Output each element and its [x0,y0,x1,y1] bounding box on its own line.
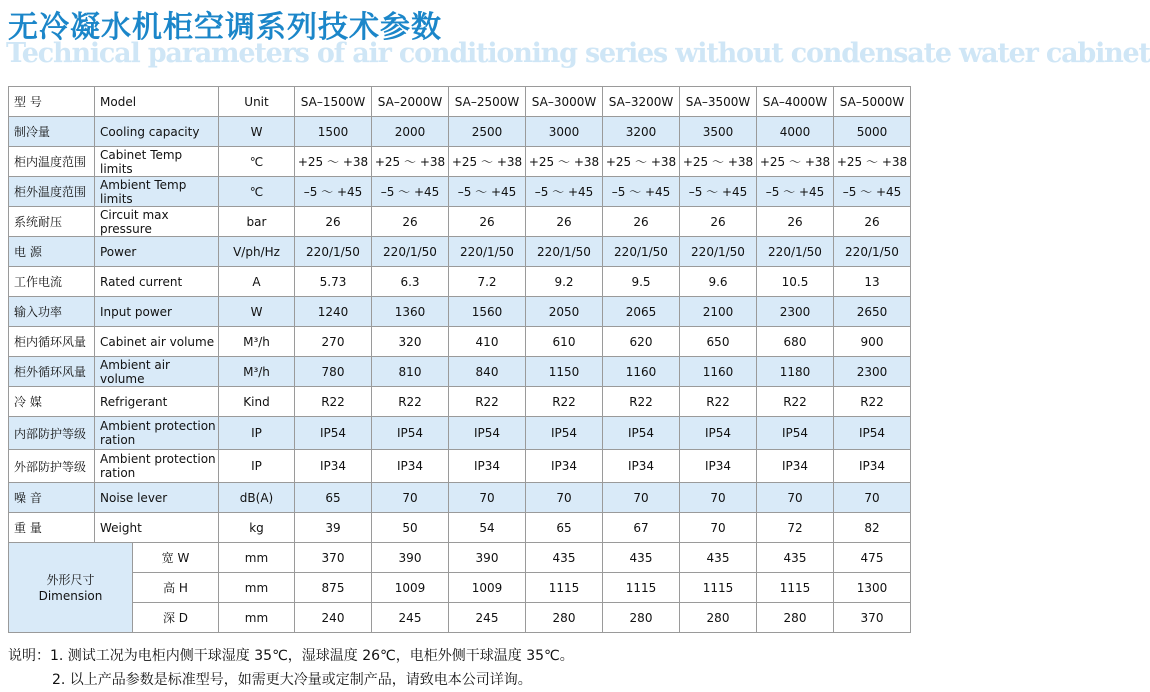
value-cell: R22 [603,387,680,417]
model-cell: SA–1500W [295,87,372,117]
value-cell: R22 [526,387,603,417]
value-cell: 7.2 [449,267,526,297]
spec-row [9,513,911,543]
value-cell: 2000 [372,117,449,147]
value-cell: 4000 [757,117,834,147]
row-label-cn: 外部防护等级 [9,450,95,483]
value-cell: 1115 [680,573,757,603]
value-cell: 1160 [603,357,680,387]
value-cell: IP54 [603,417,680,450]
row-label-cn: 输入功率 [9,297,95,327]
value-cell: 26 [372,207,449,237]
value-cell: 475 [834,543,911,573]
value-cell: 245 [449,603,526,633]
row-label-cn: 系统耐压 [9,207,95,237]
value-cell: 390 [449,543,526,573]
header-cn: 型 号 [9,87,95,117]
value-cell: 26 [526,207,603,237]
dimension-label-cn: 外形尺寸 [46,572,95,587]
value-cell: +25 ～ +38 [834,147,911,177]
value-cell: 26 [757,207,834,237]
row-unit: Kind [219,387,295,417]
value-cell: IP34 [295,450,372,483]
notes [8,644,574,692]
value-cell: 220/1/50 [449,237,526,267]
model-cell: SA–3000W [526,87,603,117]
value-cell: 70 [449,483,526,513]
row-unit: IP [219,417,295,450]
value-cell: 370 [834,603,911,633]
dimension-label-en: Dimension [38,588,103,603]
value-cell: 10.5 [757,267,834,297]
row-label-cn: 柜内循环风量 [9,327,95,357]
value-cell: 2050 [526,297,603,327]
value-cell: 26 [680,207,757,237]
row-label-en: Cabinet air volume [95,327,219,357]
value-cell: R22 [295,387,372,417]
row-unit: kg [219,513,295,543]
value-cell: 2065 [603,297,680,327]
value-cell: IP54 [449,417,526,450]
value-cell: 50 [372,513,449,543]
model-cell: SA–5000W [834,87,911,117]
spec-row [9,147,911,177]
value-cell: 435 [526,543,603,573]
row-label-en: Ambient protection ration [95,417,219,450]
spec-row [9,450,911,483]
value-cell: IP34 [449,450,526,483]
value-cell: –5 ～ +45 [757,177,834,207]
value-cell: 840 [449,357,526,387]
header-en: Model [95,87,219,117]
value-cell: 2650 [834,297,911,327]
value-cell: 70 [526,483,603,513]
value-cell: 1500 [295,117,372,147]
model-cell: SA–2500W [449,87,526,117]
value-cell: 72 [757,513,834,543]
row-label-cn: 柜外循环风量 [9,357,95,387]
value-cell: 270 [295,327,372,357]
row-unit: ℃ [219,177,295,207]
value-cell: 650 [680,327,757,357]
value-cell: IP34 [372,450,449,483]
dimension-sub-label: 高 H [133,573,219,603]
value-cell: 220/1/50 [757,237,834,267]
row-label-en: Circuit max pressure [95,207,219,237]
spec-row [9,483,911,513]
value-cell: IP54 [757,417,834,450]
value-cell: IP34 [680,450,757,483]
value-cell: 70 [834,483,911,513]
value-cell: 620 [603,327,680,357]
value-cell: IP54 [372,417,449,450]
spec-row [9,417,911,450]
value-cell: 875 [295,573,372,603]
row-label-cn: 工作电流 [9,267,95,297]
page-title: 无冷凝水机柜空调系列技术参数 [8,10,442,45]
row-label-en: Weight [95,513,219,543]
row-label-cn: 冷 媒 [9,387,95,417]
value-cell: IP54 [680,417,757,450]
value-cell: 5.73 [295,267,372,297]
value-cell: 240 [295,603,372,633]
value-cell: 435 [757,543,834,573]
value-cell: –5 ～ +45 [372,177,449,207]
value-cell: 1115 [603,573,680,603]
value-cell: 26 [449,207,526,237]
value-cell: IP54 [295,417,372,450]
value-cell: 1300 [834,573,911,603]
row-unit: M³/h [219,327,295,357]
value-cell: 6.3 [372,267,449,297]
value-cell: +25 ～ +38 [526,147,603,177]
dimension-label [9,543,133,633]
value-cell: 2300 [834,357,911,387]
row-label-en: Input power [95,297,219,327]
value-cell: IP34 [834,450,911,483]
value-cell: IP54 [526,417,603,450]
value-cell: 9.2 [526,267,603,297]
value-cell: 245 [372,603,449,633]
value-cell: –5 ～ +45 [449,177,526,207]
value-cell: 3500 [680,117,757,147]
value-cell: 320 [372,327,449,357]
model-cell: SA–4000W [757,87,834,117]
row-label-en: Cabinet Temp limits [95,147,219,177]
value-cell: 370 [295,543,372,573]
row-label-cn: 制冷量 [9,117,95,147]
value-cell: +25 ～ +38 [295,147,372,177]
row-label-cn: 内部防护等级 [9,417,95,450]
value-cell: 435 [603,543,680,573]
value-cell: 3000 [526,117,603,147]
value-cell: 70 [603,483,680,513]
spec-row [9,357,911,387]
row-unit: IP [219,450,295,483]
value-cell: 220/1/50 [834,237,911,267]
value-cell: +25 ～ +38 [757,147,834,177]
row-unit: ℃ [219,147,295,177]
value-cell: 280 [757,603,834,633]
value-cell: –5 ～ +45 [834,177,911,207]
value-cell: 39 [295,513,372,543]
row-unit: A [219,267,295,297]
model-cell: SA–2000W [372,87,449,117]
spec-row [9,177,911,207]
row-label-cn: 柜外温度范围 [9,177,95,207]
dimension-row [9,573,911,603]
header-unit: Unit [219,87,295,117]
value-cell: 5000 [834,117,911,147]
spec-table-body [9,87,911,633]
spec-row [9,387,911,417]
spec-table [8,86,911,633]
value-cell: +25 ～ +38 [449,147,526,177]
row-unit: mm [219,543,295,573]
value-cell: 2500 [449,117,526,147]
value-cell: 410 [449,327,526,357]
row-label-en: Rated current [95,267,219,297]
row-label-en: Noise lever [95,483,219,513]
value-cell: 390 [372,543,449,573]
value-cell: –5 ～ +45 [603,177,680,207]
spec-row [9,237,911,267]
value-cell: 1160 [680,357,757,387]
value-cell: 1009 [372,573,449,603]
spec-row [9,207,911,237]
value-cell: 220/1/50 [372,237,449,267]
note-line-1: 说明：1. 测试工况为电柜内侧干球湿度 35℃，湿球温度 26℃，电柜外侧干球温度 35℃。 [8,648,574,664]
value-cell: 26 [834,207,911,237]
value-cell: –5 ～ +45 [295,177,372,207]
value-cell: –5 ～ +45 [526,177,603,207]
value-cell: R22 [757,387,834,417]
value-cell: +25 ～ +38 [603,147,680,177]
value-cell: 1115 [526,573,603,603]
value-cell: IP34 [526,450,603,483]
value-cell: IP54 [834,417,911,450]
value-cell: 220/1/50 [603,237,680,267]
value-cell: 610 [526,327,603,357]
value-cell: 435 [680,543,757,573]
row-unit: mm [219,603,295,633]
value-cell: 780 [295,357,372,387]
row-unit: bar [219,207,295,237]
value-cell: 1180 [757,357,834,387]
row-label-en: Cooling capacity [95,117,219,147]
model-cell: SA–3500W [680,87,757,117]
spec-row [9,297,911,327]
value-cell: 220/1/50 [680,237,757,267]
value-cell: 280 [603,603,680,633]
row-label-en: Ambient air volume [95,357,219,387]
value-cell: –5 ～ +45 [680,177,757,207]
row-unit: W [219,117,295,147]
value-cell: 1150 [526,357,603,387]
note-line-2: 2. 以上产品参数是标准型号，如需更大冷量或定制产品，请致电本公司详询。 [52,672,532,688]
value-cell: 26 [603,207,680,237]
value-cell: R22 [449,387,526,417]
row-label-en: Ambient protection ration [95,450,219,483]
value-cell: 70 [372,483,449,513]
value-cell: 67 [603,513,680,543]
row-unit: V/ph/Hz [219,237,295,267]
value-cell: IP34 [603,450,680,483]
value-cell: +25 ～ +38 [680,147,757,177]
value-cell: 70 [680,513,757,543]
row-unit: M³/h [219,357,295,387]
value-cell: 1360 [372,297,449,327]
value-cell: 2100 [680,297,757,327]
value-cell: 54 [449,513,526,543]
value-cell: 1115 [757,573,834,603]
value-cell: IP34 [757,450,834,483]
value-cell: 810 [372,357,449,387]
value-cell: 65 [295,483,372,513]
value-cell: 1009 [449,573,526,603]
value-cell: 280 [680,603,757,633]
value-cell: 900 [834,327,911,357]
value-cell: 1560 [449,297,526,327]
spec-row [9,117,911,147]
dimension-sub-label: 深 D [133,603,219,633]
page-subtitle: Technical parameters of air conditioning series without condensate water cabinet [6,38,1150,69]
value-cell: 65 [526,513,603,543]
value-cell: R22 [680,387,757,417]
value-cell: 70 [757,483,834,513]
value-cell: 220/1/50 [295,237,372,267]
row-unit: dB(A) [219,483,295,513]
value-cell: 26 [295,207,372,237]
value-cell: R22 [372,387,449,417]
row-label-cn: 电 源 [9,237,95,267]
value-cell: 220/1/50 [526,237,603,267]
value-cell: 70 [680,483,757,513]
value-cell: 9.6 [680,267,757,297]
value-cell: 280 [526,603,603,633]
value-cell: 680 [757,327,834,357]
row-label-en: Refrigerant [95,387,219,417]
value-cell: 3200 [603,117,680,147]
spec-row [9,267,911,297]
value-cell: 2300 [757,297,834,327]
value-cell: 1240 [295,297,372,327]
value-cell: 9.5 [603,267,680,297]
row-label-en: Power [95,237,219,267]
model-cell: SA–3200W [603,87,680,117]
row-label-cn: 柜内温度范围 [9,147,95,177]
row-unit: mm [219,573,295,603]
row-label-cn: 重 量 [9,513,95,543]
value-cell: 82 [834,513,911,543]
dimension-sub-label: 宽 W [133,543,219,573]
row-label-en: Ambient Temp limits [95,177,219,207]
header-row [9,87,911,117]
value-cell: R22 [834,387,911,417]
value-cell: 13 [834,267,911,297]
row-label-cn: 噪 音 [9,483,95,513]
value-cell: +25 ～ +38 [372,147,449,177]
dimension-row [9,543,911,573]
dimension-row [9,603,911,633]
row-unit: W [219,297,295,327]
spec-row [9,327,911,357]
